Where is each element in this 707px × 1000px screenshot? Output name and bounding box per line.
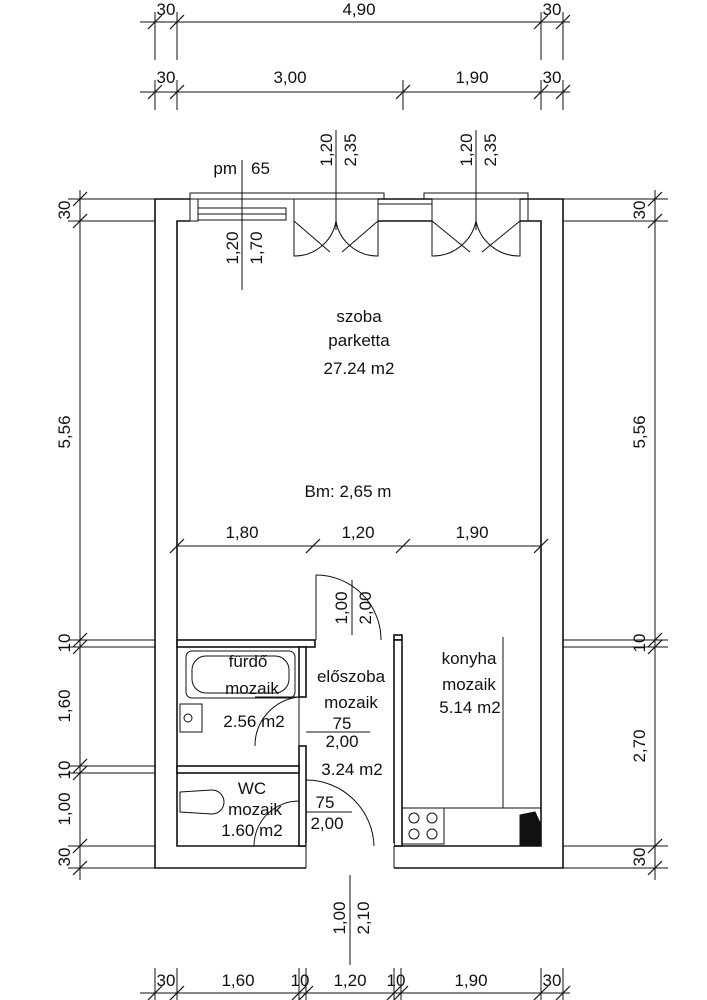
door-window-2-labels: [457, 133, 500, 166]
interior-dim-2: 1,20: [341, 523, 375, 542]
szoba-floor: parketta: [328, 331, 390, 350]
wc-door-height: 2,00: [310, 814, 344, 833]
entrance-door-height: 2,10: [354, 901, 373, 935]
wc-floor: mozaik: [228, 800, 282, 819]
bottom-dim-3: 10: [290, 971, 310, 990]
left-dim-3: 10: [55, 633, 74, 653]
right-dim-4: 2,70: [630, 729, 649, 763]
left-dim-7: 30: [55, 847, 74, 867]
eloszoba-floor: mozaik: [324, 693, 378, 712]
left-dim-4: 1,60: [55, 689, 74, 723]
door-window-1-labels: [317, 133, 360, 166]
wc-area: 1.60 m2: [221, 821, 283, 840]
interior-dim-3: 1,90: [455, 523, 489, 542]
szoba-door: [316, 575, 381, 640]
eloszoba-name: előszoba: [316, 667, 386, 686]
furdo-door-width: 75: [332, 714, 352, 733]
szoba-door-width: 1,00: [332, 591, 351, 625]
entrance-door-width: 1,00: [330, 901, 349, 935]
bottom-dimension: [140, 968, 570, 1000]
szoba-area: 27.24 m2: [323, 359, 395, 378]
furdo-door-height: 2,00: [325, 732, 359, 751]
toilet-icon: [180, 790, 224, 814]
door-window-2-width: 1,20: [457, 133, 476, 167]
bottom-dim-2: 1,60: [221, 971, 255, 990]
door-window-1-width: 1,20: [317, 133, 336, 167]
window-pm-label: pm: [213, 159, 237, 178]
stove-icon: [402, 808, 444, 844]
window-left-width: 1,20: [223, 231, 242, 265]
szoba-height-note: Bm: 2,65 m: [304, 482, 392, 501]
right-dim-2: 5,56: [630, 415, 649, 449]
interior-dimension: [170, 523, 548, 553]
room-wc: [180, 779, 352, 846]
bottom-dim-1: 30: [156, 971, 176, 990]
konyha-area: 5.14 m2: [439, 698, 501, 717]
top-overall-dimension: [140, 0, 570, 60]
top-detail-dim-3: 1,90: [455, 68, 489, 87]
right-dim-1: 30: [630, 200, 649, 220]
szoba-name: szoba: [336, 307, 382, 326]
door-window-1-height: 2,35: [341, 133, 360, 167]
wc-name: WC: [237, 779, 267, 798]
left-dim-1: 30: [55, 200, 74, 220]
room-szoba: [305, 307, 395, 501]
openings: [190, 193, 528, 224]
top-detail-dimension: [140, 68, 570, 110]
washbasin-icon: [180, 704, 202, 732]
sink-icon: [520, 812, 541, 846]
eloszoba-area: 3.24 m2: [321, 760, 383, 779]
top-detail-dim-4: 30: [542, 68, 562, 87]
right-dim-3: 10: [630, 633, 649, 653]
furdo-floor: mozaik: [225, 679, 279, 698]
konyha-floor: mozaik: [442, 675, 496, 694]
top-overall-dim-3: 30: [542, 0, 562, 19]
window-left-height: 1,70: [247, 231, 266, 265]
left-dim-6: 1,00: [55, 792, 74, 826]
furdo-area: 2.56 m2: [223, 712, 285, 731]
bottom-dim-4: 1,20: [333, 971, 367, 990]
left-dim-2: 5,56: [55, 415, 74, 449]
interior-dim-1: 1,80: [225, 523, 259, 542]
window-pm-value: 65: [251, 159, 270, 178]
room-eloszoba: [306, 667, 386, 779]
szoba-door-height: 2,00: [356, 591, 375, 625]
room-furdo: [180, 651, 299, 746]
bottom-dim-7: 30: [542, 971, 562, 990]
top-detail-dim-1: 30: [156, 68, 176, 87]
right-dim-5: 30: [630, 847, 649, 867]
door-window-2-height: 2,35: [481, 133, 500, 167]
bottom-dim-6: 1,90: [454, 971, 488, 990]
top-overall-dim-2: 4,90: [342, 0, 376, 19]
bottom-dim-5: 10: [386, 971, 406, 990]
top-detail-dim-2: 3,00: [273, 68, 307, 87]
left-dim-5: 10: [55, 760, 74, 780]
furdo-name: fürdő: [228, 652, 268, 671]
room-konyha: [402, 637, 541, 846]
konyha-name: konyha: [441, 649, 497, 668]
wc-door-width: 75: [315, 793, 335, 812]
top-overall-dim-1: 30: [156, 0, 176, 19]
